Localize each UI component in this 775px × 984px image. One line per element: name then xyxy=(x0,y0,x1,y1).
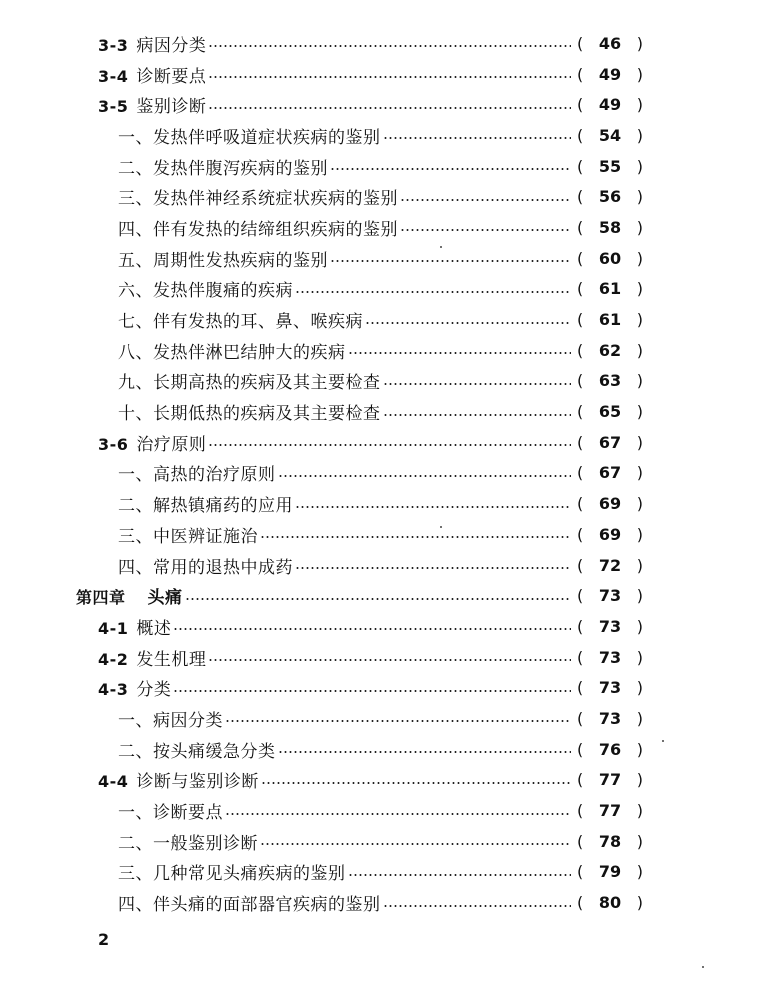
open-paren: ( xyxy=(577,432,584,452)
toc-entry xyxy=(0,151,775,182)
open-paren: ( xyxy=(577,831,584,851)
page-ref-number: 73 xyxy=(598,586,622,606)
toc-entry-title: 一、高热的治疗原则 xyxy=(118,465,276,486)
toc-entry xyxy=(0,580,775,611)
toc-entry xyxy=(0,488,775,519)
open-paren: ( xyxy=(577,371,584,391)
toc-entry-title: 八、发热伴淋巴结肿大的疾病 xyxy=(118,342,346,363)
dot-leader xyxy=(383,414,572,416)
page-ref-number: 73 xyxy=(598,708,622,728)
dot-leader xyxy=(208,107,571,109)
page-ref-number: 49 xyxy=(598,64,622,84)
open-paren: ( xyxy=(577,708,584,728)
toc-entry xyxy=(0,887,775,918)
toc-entry-title: 六、发热伴腹痛的疾病 xyxy=(118,281,293,302)
dot-leader xyxy=(173,690,571,692)
toc-entry-title: 二、解热镇痛药的应用 xyxy=(118,496,293,517)
toc-page-ref xyxy=(577,433,643,452)
toc-page-ref xyxy=(577,341,643,360)
toc-entry-label xyxy=(118,829,258,854)
open-paren: ( xyxy=(577,95,584,115)
close-paren: ) xyxy=(636,125,643,145)
print-speck xyxy=(440,246,442,248)
toc-entry-title: 四、伴有发热的结缔组织疾病的鉴别 xyxy=(118,219,398,240)
toc-entry-label xyxy=(118,491,293,516)
toc-page-ref xyxy=(577,371,643,390)
page-ref-number: 46 xyxy=(598,33,622,53)
toc-entry-title: 二、按头痛缓急分类 xyxy=(118,741,276,762)
toc-page-ref xyxy=(577,648,643,667)
close-paren: ) xyxy=(636,586,643,606)
toc-entry-title: 头痛 xyxy=(147,588,183,609)
close-paren: ) xyxy=(636,95,643,115)
section-number: 3-4 xyxy=(98,66,129,86)
toc-page-ref xyxy=(577,893,643,912)
toc-page-ref xyxy=(577,187,643,206)
open-paren: ( xyxy=(577,770,584,790)
close-paren: ) xyxy=(636,33,643,53)
close-paren: ) xyxy=(636,801,643,821)
toc-entry-title: 九、长期高热的疾病及其主要检查 xyxy=(118,373,381,394)
page-ref-number: 80 xyxy=(598,893,622,913)
toc-entry xyxy=(0,427,775,458)
open-paren: ( xyxy=(577,494,584,514)
chapter-number: 第四章 xyxy=(76,588,126,608)
dot-leader xyxy=(208,45,571,47)
toc-page-ref xyxy=(577,740,643,759)
dot-leader xyxy=(260,536,571,538)
page-ref-number: 79 xyxy=(598,862,622,882)
open-paren: ( xyxy=(577,555,584,575)
toc-entry xyxy=(0,826,775,857)
close-paren: ) xyxy=(636,187,643,207)
toc-entry xyxy=(0,611,775,642)
toc-entry-title: 概述 xyxy=(136,618,172,639)
toc-entry-label xyxy=(118,859,346,884)
toc-page-ref xyxy=(577,770,643,789)
toc-page-ref xyxy=(577,494,643,513)
section-number: 4-1 xyxy=(98,618,129,638)
close-paren: ) xyxy=(636,248,643,268)
toc-entry xyxy=(0,335,775,366)
toc-entry-title: 五、周期性发热疾病的鉴别 xyxy=(118,250,328,271)
page-number: 2 xyxy=(98,930,110,949)
close-paren: ) xyxy=(636,616,643,636)
section-number: 3-6 xyxy=(98,434,129,454)
toc-entry-label xyxy=(98,645,206,670)
toc-entry xyxy=(0,795,775,826)
close-paren: ) xyxy=(636,678,643,698)
toc-entry xyxy=(0,765,775,796)
open-paren: ( xyxy=(577,801,584,821)
open-paren: ( xyxy=(577,616,584,636)
dot-leader xyxy=(330,168,571,170)
section-number: 4-4 xyxy=(98,772,129,792)
toc-entry-title: 一、诊断要点 xyxy=(118,803,223,824)
toc-entry-label xyxy=(76,583,183,608)
toc-entry-label xyxy=(118,522,258,547)
toc-entry-title: 二、发热伴腹泻疾病的鉴别 xyxy=(118,158,328,179)
close-paren: ) xyxy=(636,647,643,667)
toc-entry xyxy=(0,550,775,581)
table-of-contents xyxy=(0,28,775,918)
close-paren: ) xyxy=(636,708,643,728)
toc-page-ref xyxy=(577,65,643,84)
toc-entry-title: 三、发热伴神经系统症状疾病的鉴别 xyxy=(118,189,398,210)
dot-leader xyxy=(383,383,572,385)
close-paren: ) xyxy=(636,217,643,237)
page-ref-number: 72 xyxy=(598,555,622,575)
open-paren: ( xyxy=(577,125,584,145)
dot-leader xyxy=(365,322,571,324)
toc-entry-label xyxy=(118,890,381,915)
toc-entry-label xyxy=(98,430,206,455)
dot-leader xyxy=(208,76,571,78)
page-ref-number: 76 xyxy=(598,739,622,759)
toc-entry xyxy=(0,274,775,305)
toc-entry xyxy=(0,396,775,427)
toc-entry-label xyxy=(118,246,328,271)
close-paren: ) xyxy=(636,279,643,299)
page-ref-number: 56 xyxy=(598,187,622,207)
toc-entry xyxy=(0,181,775,212)
open-paren: ( xyxy=(577,739,584,759)
dot-leader xyxy=(208,444,571,446)
toc-entry-label xyxy=(118,276,293,301)
open-paren: ( xyxy=(577,524,584,544)
page-ref-number: 73 xyxy=(598,616,622,636)
toc-entry xyxy=(0,28,775,59)
dot-leader xyxy=(400,229,571,231)
page-ref-number: 69 xyxy=(598,524,622,544)
toc-entry-label xyxy=(118,553,293,578)
toc-entry-label xyxy=(98,675,171,700)
close-paren: ) xyxy=(636,831,643,851)
toc-entry-title: 发生机理 xyxy=(136,649,207,670)
toc-entry-label xyxy=(118,368,381,393)
toc-page-ref xyxy=(577,279,643,298)
toc-entry-title: 鉴别诊断 xyxy=(136,97,207,118)
toc-entry-title: 四、常用的退热中成药 xyxy=(118,557,293,578)
page-ref-number: 67 xyxy=(598,463,622,483)
toc-entry-title: 四、伴头痛的面部器官疾病的鉴别 xyxy=(118,895,381,916)
close-paren: ) xyxy=(636,463,643,483)
open-paren: ( xyxy=(577,187,584,207)
toc-entry-title: 病因分类 xyxy=(136,35,207,56)
toc-page-ref xyxy=(577,678,643,697)
toc-entry xyxy=(0,212,775,243)
toc-entry-title: 十、长期低热的疾病及其主要检查 xyxy=(118,404,381,425)
toc-entry-title: 分类 xyxy=(136,680,172,701)
toc-entry xyxy=(0,304,775,335)
dot-leader xyxy=(295,291,571,293)
toc-entry-label xyxy=(118,154,328,179)
close-paren: ) xyxy=(636,862,643,882)
section-number: 4-3 xyxy=(98,680,129,700)
toc-entry-title: 七、伴有发热的耳、鼻、喉疾病 xyxy=(118,312,363,333)
toc-page-ref xyxy=(577,95,643,114)
page-ref-number: 62 xyxy=(598,340,622,360)
open-paren: ( xyxy=(577,402,584,422)
dot-leader xyxy=(348,874,572,876)
open-paren: ( xyxy=(577,862,584,882)
dot-leader xyxy=(383,137,572,139)
page-ref-number: 61 xyxy=(598,279,622,299)
open-paren: ( xyxy=(577,893,584,913)
toc-entry-title: 三、中医辨证施治 xyxy=(118,526,258,547)
toc-entry-label xyxy=(98,62,206,87)
page-ref-number: 63 xyxy=(598,371,622,391)
page-ref-number: 61 xyxy=(598,310,622,330)
section-number: 4-2 xyxy=(98,649,129,669)
close-paren: ) xyxy=(636,432,643,452)
close-paren: ) xyxy=(636,64,643,84)
toc-entry-label xyxy=(118,737,276,762)
page-ref-number: 78 xyxy=(598,831,622,851)
toc-entry xyxy=(0,857,775,888)
toc-entry xyxy=(0,519,775,550)
toc-entry-label xyxy=(98,31,206,56)
toc-entry-label xyxy=(118,123,381,148)
dot-leader xyxy=(225,720,571,722)
close-paren: ) xyxy=(636,893,643,913)
toc-entry-label xyxy=(118,307,363,332)
close-paren: ) xyxy=(636,524,643,544)
page-ref-number: 55 xyxy=(598,156,622,176)
page-ref-number: 58 xyxy=(598,217,622,237)
open-paren: ( xyxy=(577,279,584,299)
toc-page-ref xyxy=(577,34,643,53)
toc-page-ref xyxy=(577,832,643,851)
toc-entry xyxy=(0,703,775,734)
toc-entry-label xyxy=(118,184,398,209)
toc-entry xyxy=(0,672,775,703)
toc-page-ref xyxy=(577,801,643,820)
toc-entry xyxy=(0,458,775,489)
close-paren: ) xyxy=(636,310,643,330)
dot-leader xyxy=(173,628,571,630)
toc-entry-title: 一、病因分类 xyxy=(118,710,223,731)
open-paren: ( xyxy=(577,156,584,176)
toc-entry-label xyxy=(118,399,381,424)
toc-page-ref xyxy=(577,586,643,605)
dot-leader xyxy=(295,506,571,508)
toc-page-ref xyxy=(577,310,643,329)
toc-page-ref xyxy=(577,862,643,881)
toc-page-ref xyxy=(577,249,643,268)
toc-entry-label xyxy=(118,798,223,823)
page-ref-number: 73 xyxy=(598,647,622,667)
toc-page-ref xyxy=(577,525,643,544)
toc-page-ref xyxy=(577,157,643,176)
dot-leader xyxy=(295,567,571,569)
toc-entry-title: 三、几种常见头痛疾病的鉴别 xyxy=(118,864,346,885)
dot-leader xyxy=(208,659,571,661)
toc-entry xyxy=(0,89,775,120)
toc-page-ref xyxy=(577,463,643,482)
toc-entry-title: 一、发热伴呼吸道症状疾病的鉴别 xyxy=(118,127,381,148)
page-ref-number: 49 xyxy=(598,95,622,115)
toc-entry xyxy=(0,642,775,673)
close-paren: ) xyxy=(636,402,643,422)
page-ref-number: 77 xyxy=(598,801,622,821)
dot-leader xyxy=(330,260,571,262)
dot-leader xyxy=(261,782,571,784)
dot-leader xyxy=(278,475,572,477)
dot-leader xyxy=(260,843,571,845)
toc-entry xyxy=(0,366,775,397)
close-paren: ) xyxy=(636,156,643,176)
page-ref-number: 77 xyxy=(598,770,622,790)
toc-page-ref xyxy=(577,218,643,237)
toc-page-ref xyxy=(577,617,643,636)
dot-leader xyxy=(383,905,572,907)
dot-leader xyxy=(278,751,572,753)
page-ref-number: 69 xyxy=(598,494,622,514)
dot-leader xyxy=(185,598,571,600)
toc-entry-title: 治疗原则 xyxy=(136,434,207,455)
page-ref-number: 60 xyxy=(598,248,622,268)
open-paren: ( xyxy=(577,217,584,237)
toc-entry-title: 二、一般鉴别诊断 xyxy=(118,833,258,854)
open-paren: ( xyxy=(577,586,584,606)
toc-entry-label xyxy=(118,338,346,363)
page-ref-number: 54 xyxy=(598,125,622,145)
page-ref-number: 65 xyxy=(598,402,622,422)
open-paren: ( xyxy=(577,248,584,268)
close-paren: ) xyxy=(636,555,643,575)
section-number: 3-3 xyxy=(98,35,129,55)
toc-entry-label xyxy=(98,92,206,117)
close-paren: ) xyxy=(636,340,643,360)
toc-entry xyxy=(0,243,775,274)
toc-entry-label xyxy=(98,614,171,639)
toc-page-ref xyxy=(577,556,643,575)
toc-page-ref xyxy=(577,126,643,145)
page-ref-number: 73 xyxy=(598,678,622,698)
page-ref-number: 67 xyxy=(598,432,622,452)
toc-page-ref xyxy=(577,709,643,728)
toc-entry-label xyxy=(118,460,276,485)
open-paren: ( xyxy=(577,33,584,53)
open-paren: ( xyxy=(577,463,584,483)
open-paren: ( xyxy=(577,340,584,360)
print-speck xyxy=(702,966,704,968)
open-paren: ( xyxy=(577,310,584,330)
dot-leader xyxy=(400,199,571,201)
toc-entry-title: 诊断要点 xyxy=(136,66,207,87)
print-speck xyxy=(662,740,664,742)
toc-entry xyxy=(0,734,775,765)
close-paren: ) xyxy=(636,494,643,514)
open-paren: ( xyxy=(577,647,584,667)
dot-leader xyxy=(225,813,571,815)
toc-entry xyxy=(0,59,775,90)
open-paren: ( xyxy=(577,678,584,698)
close-paren: ) xyxy=(636,371,643,391)
toc-entry-label xyxy=(98,767,259,792)
section-number: 3-5 xyxy=(98,97,129,117)
print-speck xyxy=(440,526,442,528)
toc-entry-title: 诊断与鉴别诊断 xyxy=(136,772,259,793)
toc-entry-label xyxy=(118,706,223,731)
open-paren: ( xyxy=(577,64,584,84)
toc-entry-label xyxy=(118,215,398,240)
close-paren: ) xyxy=(636,770,643,790)
toc-entry xyxy=(0,120,775,151)
dot-leader xyxy=(348,352,572,354)
toc-page-ref xyxy=(577,402,643,421)
close-paren: ) xyxy=(636,739,643,759)
